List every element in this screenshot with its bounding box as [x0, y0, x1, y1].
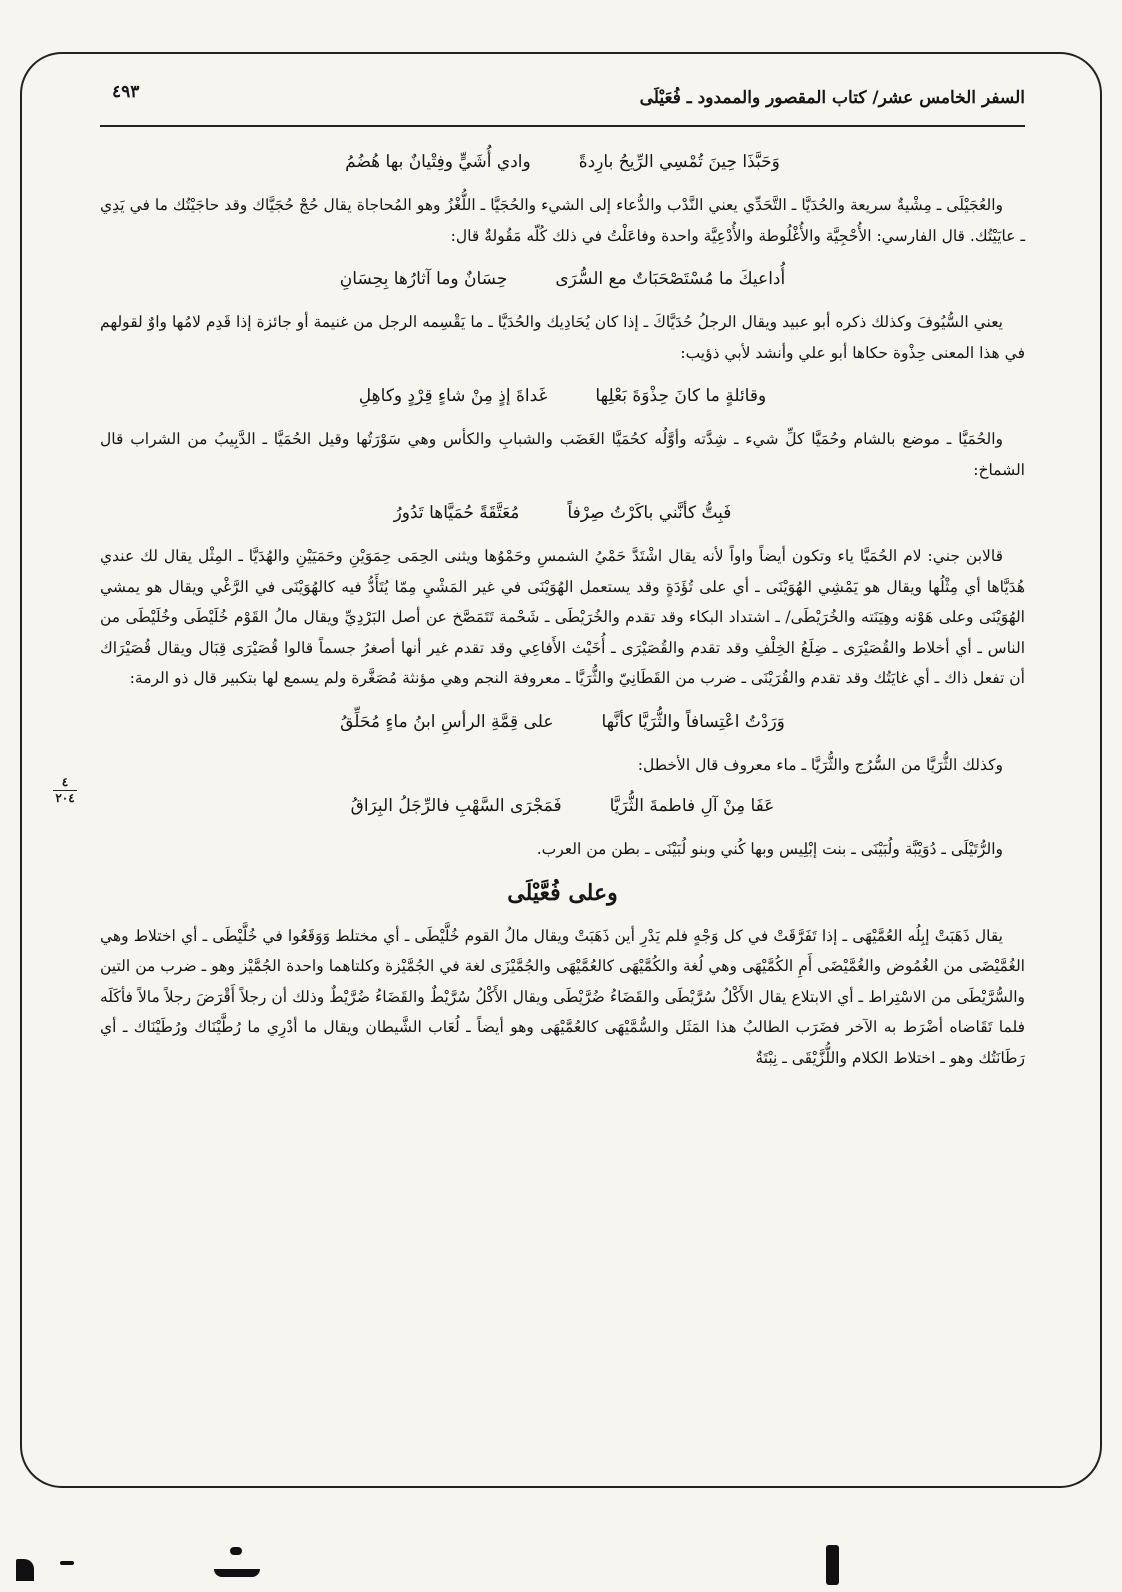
verse-4-second-hemistich: مُعَتَّقَةً حُمَيَّاها تَدُورُ	[393, 503, 520, 523]
verse-1-second-hemistich: وادي أُشَيٍّ وفِتْيانٌ بها هُضُمُ	[345, 152, 531, 172]
paragraph-3: والحُمَيَّا ـ موضع بالشام وحُمَيَّا كلِّ شيء ـ شِدَّته وأوَّلُه كحُمَيَّا الغَضَب والشبابِ والكأس وهي سَوْرَتُها وقيل الحُمَيَّا ـ الدَّبِيبُ من الشراب قال الشماخ:	[100, 430, 1025, 479]
header-rule	[100, 125, 1025, 127]
ink-mark	[214, 1569, 260, 1577]
margin-reference	[51, 776, 79, 804]
paragraph-5: وكذلك الثُّرَيَّا من السُّرُج والثُّرَيَّا ـ ماء معروف قال الأخطل:	[637, 755, 1003, 774]
running-title: السفر الخامس عشر/ كتاب المقصور والممدود ـ فُعَيْلَى	[639, 88, 1025, 108]
verse-2-second-hemistich: حِسَانٌ وما آثارُها بِحِسَانِ	[339, 269, 508, 289]
verse-2-first-hemistich: أُداعيكَ ما مُسْتَصْحَبَاتٌ مع السُّرَى	[555, 269, 786, 289]
verse-5-first-hemistich: وَرَدْتُ اعْتِسافاً والثُّرَيَّا كأنَّها	[601, 711, 785, 732]
ink-mark	[16, 1559, 34, 1581]
verse-6-second-hemistich: فَمَجْرَى السَّهْبِ فالرِّجَلُ البِرَاقُ	[350, 796, 562, 816]
bottom-edge-marks	[0, 1535, 1122, 1592]
paragraph-4: قالابن جني: لام الحُمَيَّا ياء وتكون أيضاً واواً لأنه يقال اشْتَدَّ حَمْيُ الشمسِ وحَمْوُها ويثنى الحِمَى حِمَوَيْنِ وحَمَيَيْنِ والهُدَيَّا ـ المِثْل يقال لك عندي هُدَيَّاها أي مِثْلُها ويقال هو يَمْشِي الهُوَيْنَى ـ أي على تُؤَدَةٍ وقد يستعمل الهُوَيْنَى في غير المَشْيِ مِمّا يُتَأَدُّ فيه كالهُوَيْنَى في الرَّغْي ويقال هو يمشي الهُوَيْنَى وعلى هَوْنه وهِيَنَته والخُرَيْطَى/ ـ اشتداد البكاء وقد تقدم والخُرَيْطَى ـ شَحْمة تَتَمَصَّخ عن أصل البَرْدِيِّ ويقال مالُ القَوْم خُلَيْطَى وخُلَيْطَى من الناس ـ أي أخلاط والقُصَيْرَى ـ ضِلَعُ الخِلْفِ وقد تقدم والقُصَيْرَى ـ أُخَيْث الأَفاعِي وقد تقدم غير أنها أصغرُ جسماً قالوا قُصَيْرَى قِبَال ويقال قُصَيْرَاك أن تفعل ذاك ـ أي غايَتُك وقد تقدم والقُرَيْنَى ـ ضرب من القَطَانِيّ والثُّرَيَّا ـ معروفة النجم وهي مؤنثة مُصَغَّرة ولم يسمع لها بتكبير قال ذو الرمة:	[100, 547, 1025, 687]
verse-5-second-hemistich: على قِمَّةِ الرأسِ ابنُ ماءٍ مُحَلِّقُ	[340, 711, 554, 732]
verse-4	[100, 495, 1025, 531]
ink-mark	[230, 1547, 242, 1555]
verse-3	[100, 378, 1025, 414]
verse-1	[100, 144, 1025, 180]
ink-mark	[826, 1545, 839, 1585]
margin-reference-bottom: ٢٠٤	[55, 790, 75, 805]
margin-reference-top: ٤	[61, 775, 69, 789]
page-header	[100, 82, 1025, 114]
verse-4-first-hemistich: فَبِتُّ كأنَّني باكَرْتُ صِرْفاً	[567, 503, 732, 523]
verse-3-second-hemistich: غَداةَ إذٍ مِنْ شاءٍ قِرْدٍ وكاهِلِ	[358, 386, 548, 406]
verse-6-first-hemistich: عَفَا مِنْ آلِ فاطمةَ الثُّرَيَّا	[609, 796, 775, 816]
verse-5	[100, 704, 1025, 740]
paragraph-2: يعني السُّيُوفَ وكذلك ذكره أبو عبيد ويقال الرجلُ حُدَيَّاكَ ـ إذا كان يُحَادِيك والحُدَيَّا ـ ما يَقْسِمه الرجل من غنيمة أو جائزة إذا قَدِم لامُها واوٌ لقولهم في هذا المعنى حِذْوة حكاها أبو علي وأنشد لأبي ذؤيب:	[100, 313, 1025, 362]
verse-1-first-hemistich: وَحَبَّذَا حِينَ تُمْسِي الرِّيحُ بارِدةً	[578, 152, 780, 172]
verse-3-first-hemistich: وقائلةٍ ما كانَ حِذْوَةَ بَعْلِها	[595, 386, 767, 406]
section-heading: وعلى فُعَّيْلَى	[507, 879, 618, 906]
ink-mark	[60, 1561, 74, 1565]
page-number: ٤٩٣	[112, 82, 140, 102]
page-body	[100, 142, 1025, 1083]
paragraph-7: يقال ذَهَبَتْ إبِلُه العُمَّيْهَى ـ إذا تَفَرَّقَتْ في كل وَجْهٍ فلم يَدْرِ أين ذَهَبَتْ ويقال مالُ القوم خُلَّيْطَى ـ أي مختلط وَوَقَعُوا في خُلَّيْطَى ـ أي اختلاط وهي الغُمَّيْضَى من الغُمُوض والغُمَّيْضَى أَمِ الكُمَّيْهَى وهي لُغة والكُمَّيْهَى كالعُمَّيْهَى والجُمَّيْزَى لغة في الجُمَّيْزة وكلتاهما واحدة الجُمَّيْز وهو ـ ضرب من التين والسُّرَّيْطَى من الاسْتِراط ـ أي الابتلاع يقال الأَكْلُ سُرَّيْطَى والقَضَاءُ ضُرَّيْطَى ويقال الأَكْلُ سُرَّيْطٌ والقَضَاءُ ضُرَّيْطٌ وذلك أن رجلاً أَقْرَضَ رجلاً مالاً فأكَلَه فلما تَقَاضاه أضْرَط به الآخر فضَرَب الطالبُ هذا المَثَل والسُّمَّيْهَى كالعُمَّيْهَى وهو أيضاً ـ لُعَاب الشَّيطان ويقال ما أدْرِي ما رُطَّيْنَاك ورُطَيْنَاك ـ أي رَطَانَتُك وهو ـ اختلاط الكلام واللُّزَّيْقَى ـ نِبْتَةٌ	[100, 926, 1025, 1067]
verse-6	[100, 788, 1025, 824]
paragraph-6: والرُّتَيْلَى ـ دُوَيْبَّة ولُبَيْنَى ـ بنت إبْلِيس وبها كُني وبنو لُبَيْنَى ـ بطن من العرب.	[536, 840, 1003, 858]
verse-2	[100, 261, 1025, 297]
paragraph-1: والعُجَيْلَى ـ مِشْيةٌ سريعة والحُدَيَّا ـ التَّحَدِّي يعني النَّدْب والدُّعاء إلى الشيء والحُجَيَّا ـ اللُّغْزُ وهو المُحاجاة يقال حُجْ حُجَيَّاك وقد حاجَيْتُك ما في يَدِي ـ عايَيْتُك. قال الفارسي: الأُحْجِيَّة والأُغْلُوطة والأُدْعِيَّة واحدة وفاعَلْتُ في ذلك كُلّه مَقُولةٌ قال:	[100, 196, 1025, 245]
